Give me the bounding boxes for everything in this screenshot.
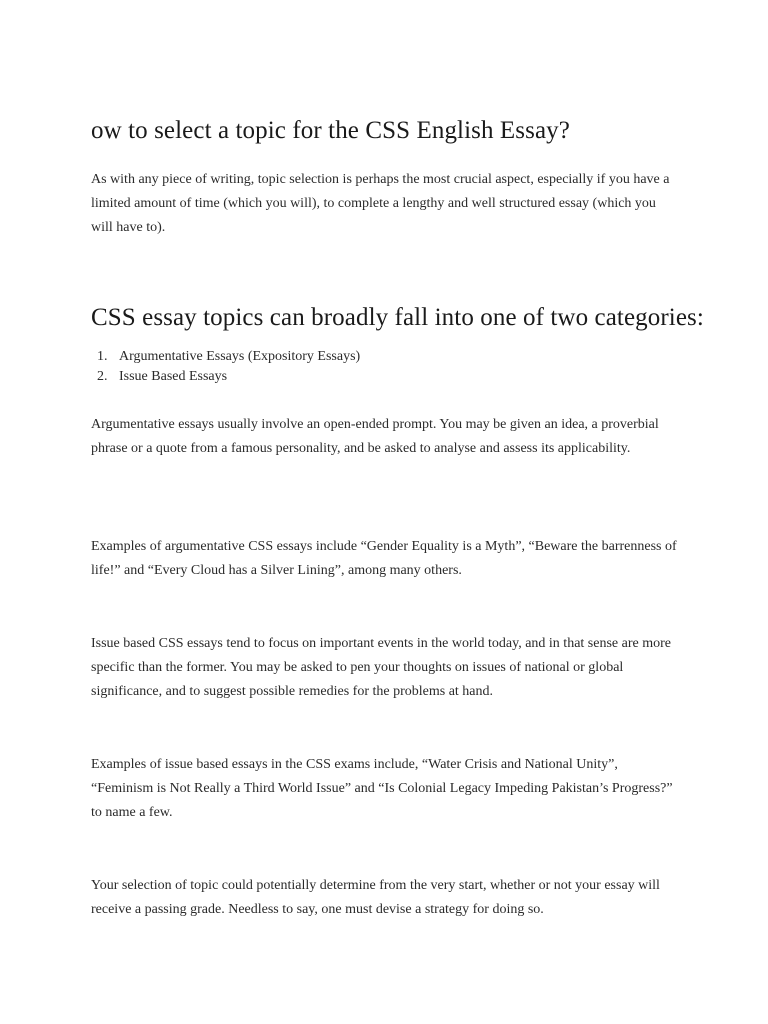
issue-based-paragraph: Issue based CSS essays tend to focus on important events in the world today, and in that sense are more specific than the former. You may be asked to pen your thoughts on issues of national or global significance, and to suggest possible remedies for the problems at hand. [91,636,671,699]
page-title: ow to select a topic for the CSS English Essay? [91,117,570,144]
argumentative-paragraph: Argumentative essays usually involve an open-ended prompt. You may be given an idea, a proverbial phrase or a quote from a famous personality, and be asked to analyse and assess its applicability. [91,417,659,456]
list-item [91,347,360,367]
categories-list [91,347,360,387]
list-item-label: Issue Based Essays [119,369,228,384]
section-heading: CSS essay topics can broadly fall into one of two categories: [91,304,704,331]
argumentative-examples-paragraph: Examples of argumentative CSS essays include “Gender Equality is a Myth”, “Beware the barrenness of life!” and “Every Cloud has a Silver Lining”, among many others. [91,539,677,578]
list-item-number: 1. [97,349,108,364]
list-item [91,367,360,387]
list-item-number: 2. [97,369,108,384]
intro-paragraph: As with any piece of writing, topic selection is perhaps the most crucial aspect, especially if you have a limited amount of time (which you will), to complete a lengthy and well structured essay (which you will have to). [91,172,670,235]
list-item-label: Argumentative Essays (Expository Essays) [119,349,361,364]
issue-based-examples-paragraph: Examples of issue based essays in the CSS exams include, “Water Crisis and National Unity”, “Feminism is Not Really a Third World Issue” and “Is Colonial Legacy Impeding Pakistan’s Progress?” to name a few. [91,757,673,820]
selection-paragraph: Your selection of topic could potentially determine from the very start, whether or not your essay will receive a passing grade. Needless to say, one must devise a strategy for doing so. [91,878,660,917]
